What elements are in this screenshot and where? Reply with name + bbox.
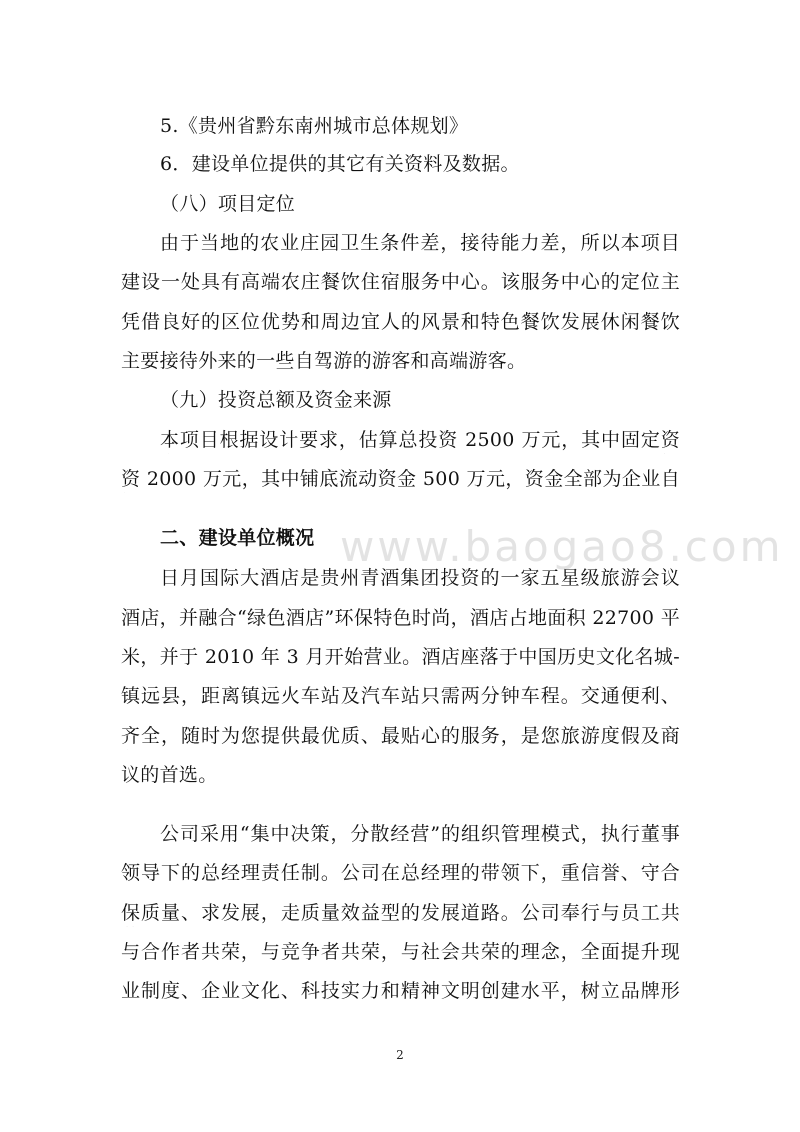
- paragraph-investment-line-2: 资 2000 万元，其中铺底流动资金 500 万元，资金全部为企业自: [121, 468, 680, 490]
- paragraph-company-line-6: 议的首选。: [121, 764, 218, 786]
- reference-item-5: 5.《贵州省黔东南州城市总体规划》: [160, 115, 469, 137]
- reference-item-6: 6．建设单位提供的其它有关资料及数据。: [160, 153, 520, 175]
- paragraph-positioning-line-4: 主要接待外来的一些自驾游的游客和高端游客。: [121, 350, 527, 372]
- watermark: www.baogao8.com: [340, 522, 784, 571]
- section-heading-9: （九）投资总额及资金来源: [160, 389, 392, 411]
- paragraph-management-line-5: 业制度、企业文化、科技实力和精神文明创建水平，树立品牌形: [121, 980, 680, 1002]
- paragraph-positioning-line-3: 凭借良好的区位优势和周边宜人的风景和特色餐饮发展休闲餐饮: [121, 311, 680, 333]
- paragraph-company-line-4: 镇远县，距离镇远火车站及汽车站只需两分钟车程。交通便利、: [121, 685, 680, 707]
- section-heading-8: （八）项目定位: [160, 193, 296, 215]
- page-number: 2: [396, 1048, 404, 1062]
- paragraph-positioning-line-1: 由于当地的农业庄园卫生条件差，接待能力差，所以本项目: [160, 232, 680, 254]
- paragraph-company-line-3: 米，并于 2010 年 3 月开始营业。酒店座落于中国历史文化名城-: [121, 646, 680, 668]
- paragraph-positioning-line-2: 建设一处具有高端农庄餐饮住宿服务中心。该服务中心的定位主: [121, 271, 680, 293]
- chapter-heading: 二、建设单位概况: [160, 527, 315, 549]
- paragraph-company-line-1: 日月国际大酒店是贵州青酒集团投资的一家五星级旅游会议: [160, 567, 680, 589]
- paragraph-company-line-2: 酒店，并融合“绿色酒店”环保特色时尚，酒店占地面积 22700 平: [121, 607, 680, 629]
- paragraph-management-line-4: 与合作者共荣，与竞争者共荣，与社会共荣的理念，全面提升现: [121, 941, 680, 963]
- paragraph-investment-line-1: 本项目根据设计要求，估算总投资 2500 万元，其中固定资: [160, 429, 680, 451]
- paragraph-management-line-1: 公司采用“集中决策，分散经营”的组织管理模式，执行董事: [160, 823, 680, 845]
- paragraph-company-line-5: 齐全，随时为您提供最优质、最贴心的服务，是您旅游度假及商: [121, 725, 680, 747]
- paragraph-management-line-3: 保质量、求发展，走质量效益型的发展道路。公司奉行与员工共: [121, 902, 680, 924]
- paragraph-management-line-2: 领导下的总经理责任制。公司在总经理的带领下，重信誉、守合: [121, 862, 680, 884]
